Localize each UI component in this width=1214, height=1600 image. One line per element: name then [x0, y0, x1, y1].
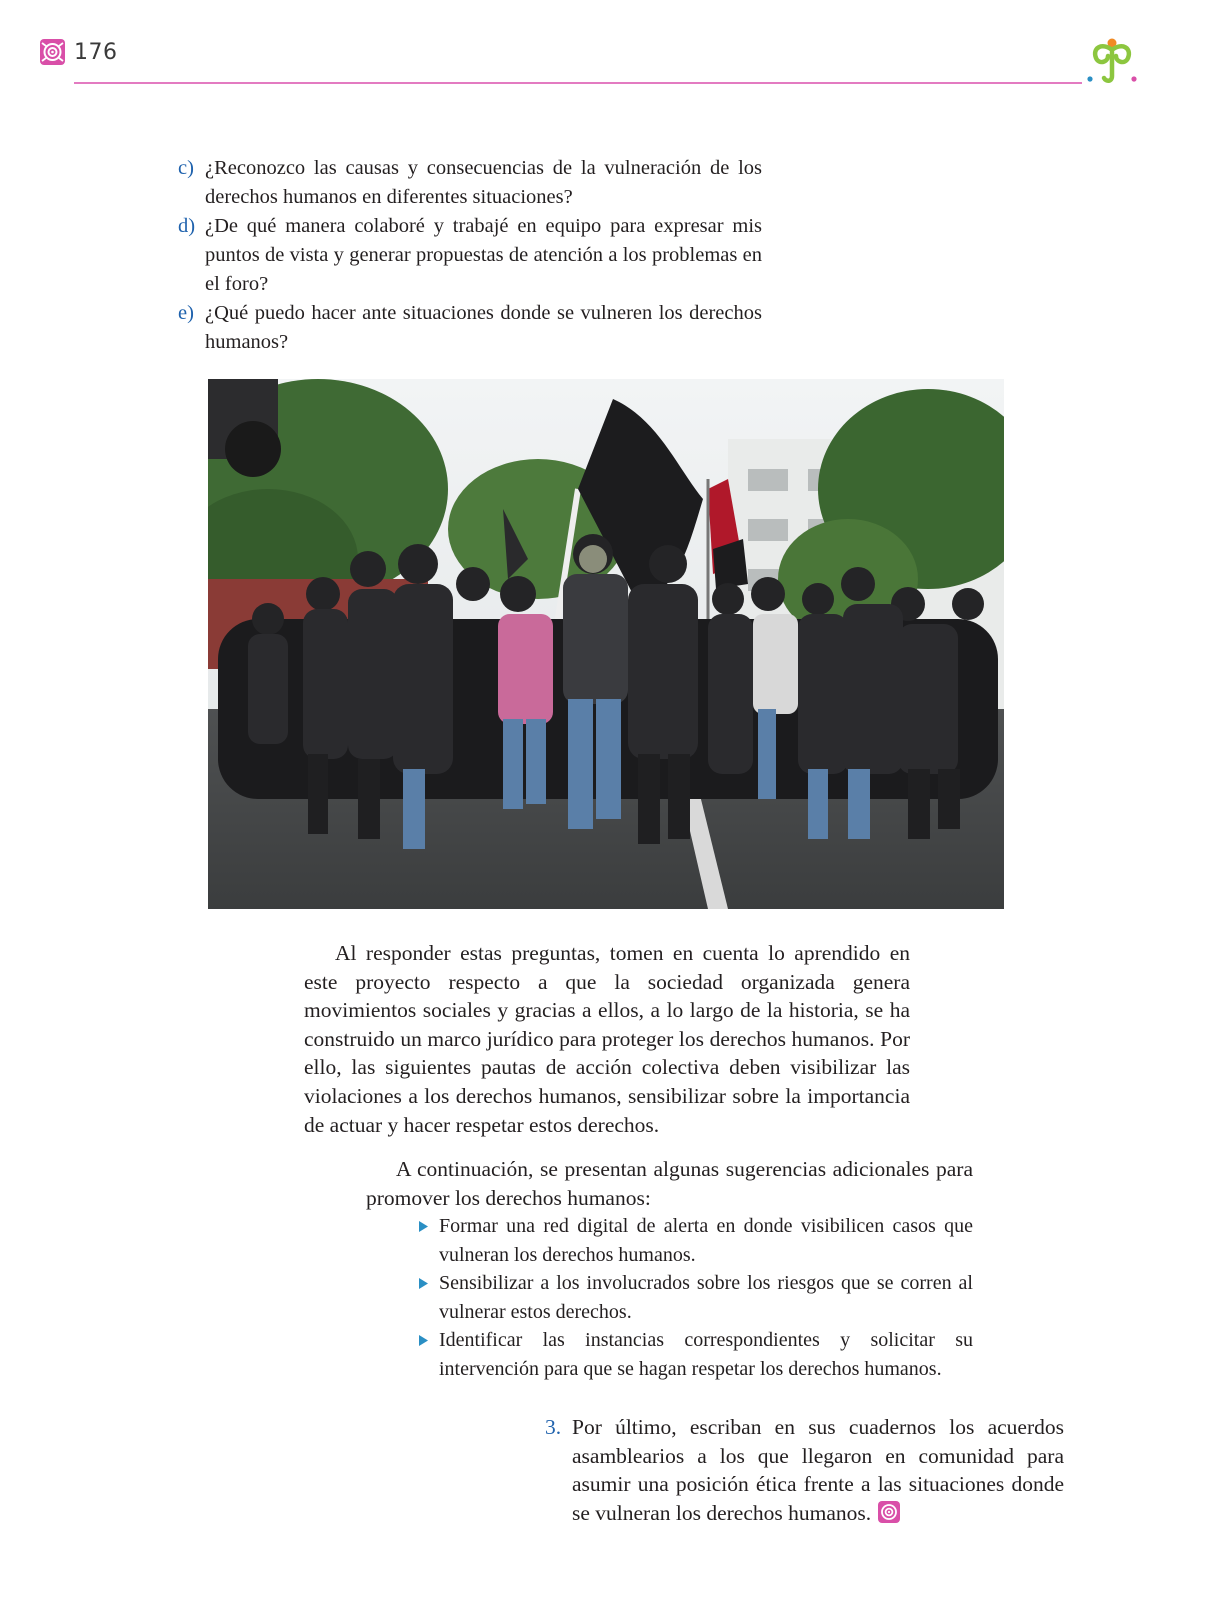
question-e: [178, 299, 762, 357]
colorful-sprout-logo-icon: [1084, 36, 1140, 86]
review-questions: [178, 154, 762, 357]
list-item-text: Formar una red digital de alerta en donde visibilicen casos que vulneran los derechos humanos.: [439, 1215, 973, 1266]
triangle-bullet-icon: [418, 1212, 439, 1269]
question-letter: c): [178, 157, 194, 179]
suggestions-intro-text: A continuación, se presentan algunas sugerencias adicionales para promover los derechos humanos:: [366, 1157, 973, 1210]
question-letter: e): [178, 302, 194, 324]
pink-flower-end-icon: [877, 1500, 901, 1524]
page-number: 176: [74, 40, 118, 65]
list-item: [418, 1212, 973, 1269]
header-divider: [74, 82, 1082, 84]
suggestions-list: [418, 1212, 973, 1383]
triangle-bullet-icon: [418, 1269, 439, 1326]
list-item-text: Sensibilizar a los involucrados sobre los riesgos que se corren al vulnerar estos derechos.: [439, 1272, 973, 1323]
list-item: [418, 1326, 973, 1383]
step-number: 3.: [545, 1415, 562, 1439]
suggestions-intro: [366, 1155, 973, 1212]
question-d: [178, 212, 762, 299]
triangle-bullet-icon: [418, 1326, 439, 1383]
question-text: ¿De qué manera colaboré y trabajé en equipo para expresar mis puntos de vista y generar propuestas de atención a los problemas en el foro?: [205, 215, 762, 295]
list-item: [418, 1269, 973, 1326]
body-paragraph-text: Al responder estas preguntas, tomen en cuenta lo aprendido en este proyecto respecto a que la sociedad organizada genera movimientos sociales y gracias a ellos, a lo largo de la historia, se ha construido un marco jurídico para proteger los derechos humanos. Por ello, las siguientes pautas de acción colectiva deben visibilizar las violaciones a los derechos humanos, sensibilizar sobre la importancia de actuar y hacer respetar estos derechos.: [304, 941, 910, 1137]
pink-flower-ornament-icon: [39, 38, 66, 66]
protest-march-photo: [208, 379, 1004, 909]
question-text: ¿Reconozco las causas y consecuencias de la vulneración de los derechos humanos en diferentes situaciones?: [205, 157, 762, 208]
activity-step: [545, 1413, 1064, 1527]
question-c: [178, 154, 762, 212]
step-text-container: [572, 1413, 1064, 1527]
step-text: Por último, escriban en sus cuadernos los acuerdos asamblearios a los que llegaron en comunidad para asumir una posición ética frente a las situaciones donde se vulneran los derechos humanos.: [572, 1415, 1064, 1525]
question-text: ¿Qué puedo hacer ante situaciones donde se vulneren los derechos humanos?: [205, 302, 762, 353]
body-paragraph: [304, 939, 910, 1139]
list-item-text: Identificar las instancias correspondientes y solicitar su intervención para que se hagan respetar los derechos humanos.: [439, 1329, 973, 1380]
question-letter: d): [178, 215, 196, 237]
